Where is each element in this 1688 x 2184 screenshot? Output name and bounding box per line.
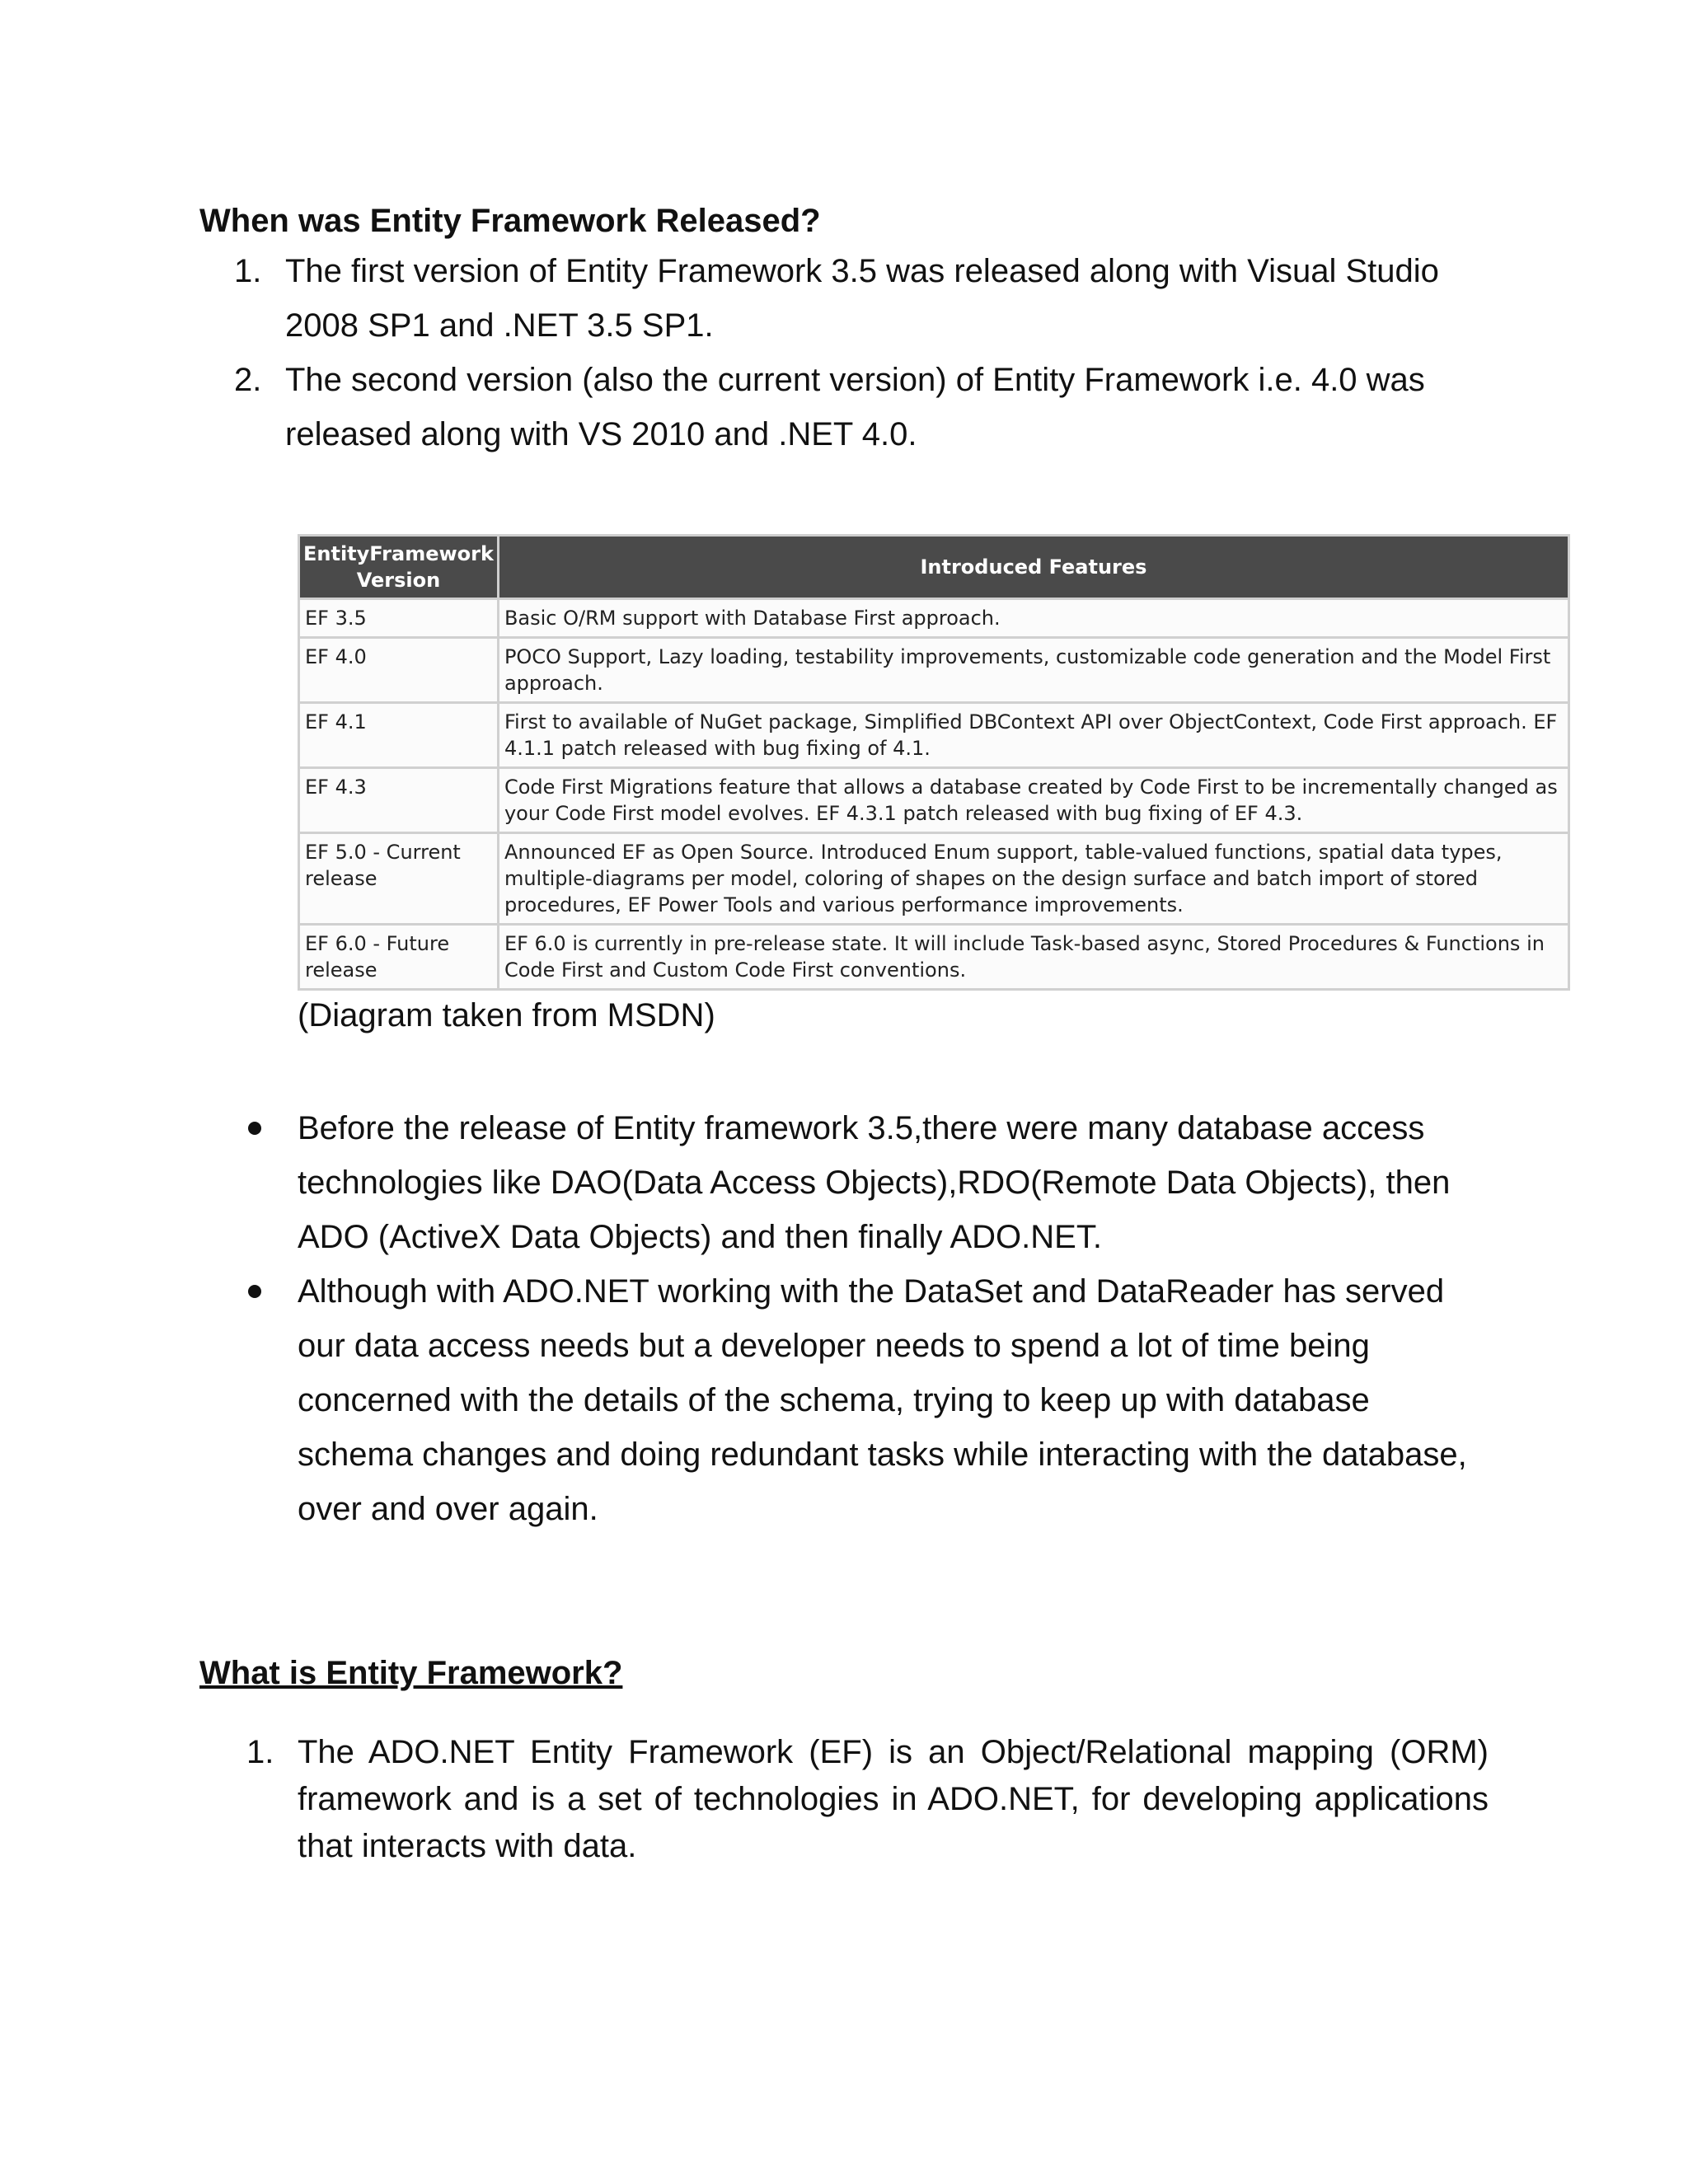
version-cell: EF 5.0 - Current release: [299, 833, 499, 925]
list-number: 1.: [234, 253, 262, 289]
features-cell: Announced EF as Open Source. Introduced Enum support, table-valued functions, spatial data types, multiple-diagrams per model, coloring of shapes on the design surface and batch import of stored procedures, EF Power Tools and various performance improvements.: [498, 833, 1568, 925]
ef-versions-table: [298, 534, 1570, 991]
table-row: [299, 833, 1569, 925]
table-row: [299, 768, 1569, 833]
version-cell: EF 4.1: [299, 703, 499, 768]
list-item: [298, 1264, 1493, 1536]
list-number: 1.: [246, 1734, 274, 1770]
table-row: [299, 599, 1569, 638]
list-item-text: The second version (also the current version) of Entity Framework i.e. 4.0 was released along with VS 2010 and .NET 4.0.: [285, 362, 1425, 452]
version-cell: EF 6.0 - Future release: [299, 925, 499, 990]
section-heading-what-is: What is Entity Framework?: [199, 1655, 623, 1691]
version-cell: EF 4.0: [299, 638, 499, 703]
features-cell: Code First Migrations feature that allows a database created by Code First to be incrementally changed as your Code First model evolves. EF 4.3.1 patch released with bug fixing of EF 4.3.: [498, 768, 1568, 833]
section-heading-release: When was Entity Framework Released?: [199, 203, 821, 239]
list-item-text: Before the release of Entity framework 3.5,there were many database access technologies like DAO(Data Access Objects),RDO(Remote Data Objects), then ADO (ActiveX Data Objects) and then finally ADO.NET.: [298, 1110, 1451, 1255]
column-header-features: Introduced Features: [498, 536, 1568, 599]
table-header-row: [299, 536, 1569, 599]
features-cell: First to available of NuGet package, Simplified DBContext API over ObjectContext, Code First approach. EF 4.1.1 patch released with bug fixing of 4.1.: [498, 703, 1568, 768]
list-item: [246, 1729, 1489, 1870]
bullet-icon: [248, 1122, 261, 1135]
table-row: [299, 638, 1569, 703]
history-bullet-list: [298, 1101, 1493, 1536]
features-cell: Basic O/RM support with Database First approach.: [498, 599, 1568, 638]
features-cell: POCO Support, Lazy loading, testability improvements, customizable code generation and the Model First approach.: [498, 638, 1568, 703]
table-row: [299, 703, 1569, 768]
version-cell: EF 3.5: [299, 599, 499, 638]
list-item-text: The ADO.NET Entity Framework (EF) is an Object/Relational mapping (ORM) framework and is a set of technologies in ADO.NET, for developing applications that interacts with data.: [298, 1734, 1489, 1864]
table-row: [299, 925, 1569, 990]
ef-versions-table-container: [298, 534, 1570, 982]
column-header-version: EntityFramework Version: [299, 536, 499, 599]
list-item-text: Although with ADO.NET working with the DataSet and DataReader has served our data access needs but a developer needs to spend a lot of time being concerned with the details of the schema, trying to keep up with database schema changes and doing redundant tasks while interacting with the database, over and over again.: [298, 1273, 1467, 1527]
list-number: 2.: [234, 362, 262, 398]
features-cell: EF 6.0 is currently in pre-release state. It will include Task-based async, Stored Procedures & Functions in Code First and Custom Code First conventions.: [498, 925, 1568, 990]
version-cell: EF 4.3: [299, 768, 499, 833]
list-item: [234, 353, 1456, 462]
definition-list: [246, 1729, 1489, 1870]
list-item: [234, 244, 1456, 353]
bullet-icon: [248, 1285, 261, 1298]
list-item: [298, 1101, 1493, 1264]
table-caption: (Diagram taken from MSDN): [298, 997, 715, 1033]
release-list: [234, 244, 1456, 462]
list-item-text: The first version of Entity Framework 3.5 was released along with Visual Studio 2008 SP1 and .NET 3.5 SP1.: [285, 253, 1439, 344]
